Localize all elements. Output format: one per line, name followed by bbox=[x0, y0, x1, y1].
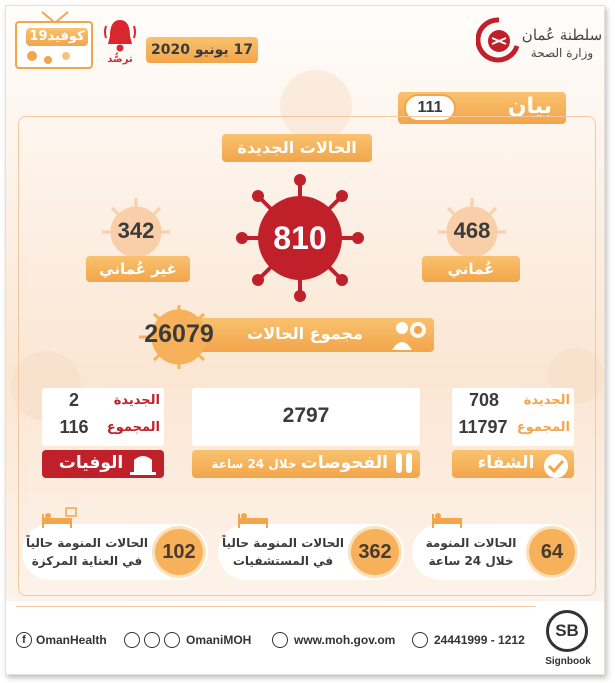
tests-title: الفحوصات bbox=[300, 453, 388, 473]
ministry-logo bbox=[476, 16, 605, 71]
ministry-name-line1: سلطنة عُمان bbox=[521, 26, 603, 44]
phone-number[interactable]: 24441999 - 1212 bbox=[434, 633, 525, 647]
covid-tv-icon bbox=[14, 10, 96, 72]
social-handle[interactable]: OmaniMOH bbox=[186, 633, 252, 647]
alert-label: ترصُّد bbox=[107, 54, 133, 65]
recovered-title: الشفاء bbox=[477, 453, 535, 473]
recovered-check-icon bbox=[538, 450, 574, 484]
instagram-icon[interactable] bbox=[164, 632, 180, 648]
icu-bed-icon bbox=[40, 506, 80, 530]
icu-value: 102 bbox=[152, 526, 206, 578]
grave-icon bbox=[128, 452, 158, 476]
facebook-icon[interactable]: f bbox=[16, 632, 32, 648]
deaths-new-label: الجديدة bbox=[113, 393, 160, 408]
statement-word: بيان bbox=[507, 94, 552, 119]
total-cases-label: مجموع الحالات bbox=[247, 324, 363, 343]
hospitalized-24h-line2: خلال 24 ساعة bbox=[428, 554, 514, 568]
facebook-handle[interactable]: OmanHealth bbox=[36, 633, 107, 647]
non-omani-label: غير عُماني bbox=[86, 256, 190, 282]
infographic bbox=[5, 5, 605, 675]
hospitalized-24h-line1: الحالات المنومة bbox=[425, 536, 517, 550]
hospitalized-24h-value: 64 bbox=[526, 526, 578, 578]
tests-subtitle: خلال 24 ساعة bbox=[211, 457, 297, 471]
tests-value: 2797 bbox=[282, 404, 330, 427]
bed-icon bbox=[236, 510, 272, 530]
non-omani-value: 342 bbox=[117, 218, 155, 243]
new-cases-total: 810 bbox=[273, 220, 327, 256]
deaths-new-value: 2 bbox=[68, 390, 79, 410]
statement-number: 111 bbox=[417, 99, 443, 116]
deaths-title: الوفيات bbox=[58, 453, 124, 473]
ministry-name-line2: وزارة الصحة bbox=[530, 46, 594, 60]
date-badge: 17 يونيو 2020 bbox=[146, 37, 258, 63]
twitter-icon[interactable] bbox=[144, 632, 160, 648]
deaths-total-value: 116 bbox=[59, 417, 89, 437]
ministry-emblem-icon bbox=[476, 16, 522, 66]
footer bbox=[6, 606, 605, 675]
website-link[interactable]: www.moh.gov.om bbox=[294, 633, 396, 647]
youtube-icon[interactable] bbox=[124, 632, 140, 648]
deaths-total-label: المجموع bbox=[106, 420, 160, 435]
footer-divider bbox=[16, 606, 536, 607]
covid-label: كوفيد19 bbox=[26, 28, 88, 46]
recovered-new-value: 708 bbox=[468, 390, 500, 410]
icu-line1: الحالات المنومة حالياً bbox=[26, 536, 148, 550]
recovered-total-label: المجموع bbox=[516, 420, 570, 435]
omani-label: عُماني bbox=[422, 256, 520, 282]
recovered-new-label: الجديدة bbox=[523, 393, 570, 408]
hospitalized-current-line1: الحالات المنومة حالياً bbox=[222, 536, 344, 550]
recovered-total-value: 11797 bbox=[458, 417, 508, 437]
people-virus-icon bbox=[386, 314, 432, 356]
signbook-logo-text: SB bbox=[555, 621, 579, 640]
test-tube-icon bbox=[390, 450, 418, 478]
new-cases-title: الحالات الجديدة bbox=[222, 134, 372, 162]
signbook-logo bbox=[546, 610, 588, 652]
signbook-name: Signbook bbox=[545, 656, 591, 667]
alert-bell-icon bbox=[102, 16, 138, 66]
icu-line2: في العناية المركزة bbox=[31, 554, 143, 568]
bed-icon bbox=[430, 510, 466, 530]
phone-icon bbox=[412, 632, 428, 648]
hospitalized-current-value: 362 bbox=[348, 526, 402, 578]
globe-icon bbox=[272, 632, 288, 648]
omani-value: 468 bbox=[453, 218, 491, 243]
total-cases-value: 26079 bbox=[144, 320, 214, 348]
hospitalized-current-line2: في المستشفيات bbox=[232, 554, 334, 568]
